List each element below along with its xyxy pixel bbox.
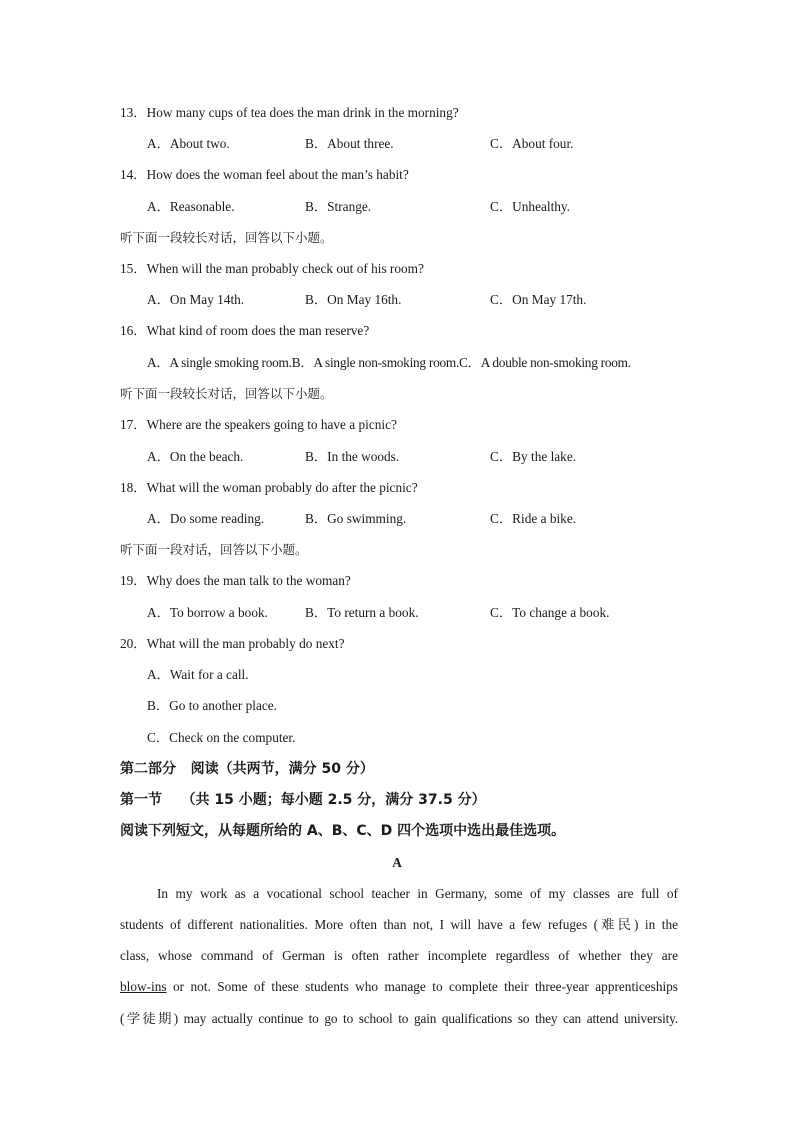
option-a: A．On May 14th.: [147, 292, 245, 307]
question-17: [120, 416, 397, 434]
question-text: What will the woman probably do after the picnic?: [146, 480, 418, 495]
question-13: [120, 104, 459, 122]
options-inline: A．A single smoking room.B．A single non-smoking room.C．A double non-smoking room.: [147, 355, 631, 370]
option-a: A．About two.: [147, 136, 230, 151]
passage-line-4-text: or not. Some of these students who manage to complete their three-year apprenticeships: [166, 979, 678, 994]
question-text: What kind of room does the man reserve?: [146, 323, 370, 338]
question-number: 16．: [120, 323, 147, 338]
instruction-long-dialogue: 听下面一段较长对话，回答以下小题。: [120, 386, 333, 401]
passage-line-4: [120, 978, 678, 996]
question-14: [120, 166, 409, 184]
underlined-word: blow-ins: [120, 979, 167, 994]
option-c: C．About four.: [490, 136, 574, 151]
question-text: How many cups of tea does the man drink in the morning?: [146, 105, 459, 120]
option-a: A．Do some reading.: [147, 511, 265, 526]
question-text: Why does the man talk to the woman?: [146, 573, 351, 588]
question-16: [120, 322, 369, 340]
instruction-long-dialogue: 听下面一段较长对话，回答以下小题。: [120, 230, 333, 245]
option-b: B．To return a book.: [305, 605, 419, 620]
option-b: B．Go swimming.: [305, 511, 407, 526]
option-b: B．In the woods.: [305, 449, 400, 464]
option-c: C．Unhealthy.: [490, 199, 571, 214]
option-c: C．Check on the computer.: [147, 730, 296, 745]
passage-line-3: class, whose command of German is often rather incomplete regardless of whether they are: [120, 948, 678, 963]
question-text: Where are the speakers going to have a picnic?: [146, 417, 397, 432]
question-15: [120, 260, 424, 278]
part2-heading: 第二部分 阅读（共两节，满分 50 分）: [120, 761, 374, 777]
question-20: [120, 635, 345, 653]
option-b: B．About three.: [305, 136, 394, 151]
option-c: C．Ride a bike.: [490, 511, 577, 526]
option-c: C．To change a book.: [490, 605, 610, 620]
option-b: B．Strange.: [305, 199, 372, 214]
option-c: C．By the lake.: [490, 449, 577, 464]
question-text: What will the man probably do next?: [146, 636, 345, 651]
question-number: 15．: [120, 261, 147, 276]
option-b: B．On May 16th.: [305, 292, 402, 307]
option-a: A．Wait for a call.: [147, 667, 249, 682]
passage-label: A: [392, 855, 402, 870]
question-number: 17．: [120, 417, 147, 432]
passage-line-5: (学徒期) may actually continue to go to school to gain qualifications so they can attend university.: [120, 1011, 678, 1026]
reading-directions: 阅读下列短文，从每题所给的 A、B、C、D 四个选项中选出最佳选项。: [120, 823, 566, 839]
option-c: C．On May 17th.: [490, 292, 587, 307]
question-number: 14．: [120, 167, 147, 182]
option-b: B．Go to another place.: [147, 698, 277, 713]
instruction-dialogue: 听下面一段对话，回答以下小题。: [120, 542, 308, 557]
option-a: A．Reasonable.: [147, 199, 235, 214]
question-number: 18．: [120, 480, 147, 495]
question-18: [120, 479, 418, 497]
question-text: When will the man probably check out of his room?: [146, 261, 424, 276]
question-text: How does the woman feel about the man’s habit?: [146, 167, 409, 182]
question-number: 13．: [120, 105, 147, 120]
question-19: [120, 572, 351, 590]
option-a: A．On the beach.: [147, 449, 244, 464]
question-number: 19．: [120, 573, 147, 588]
passage-line-1: In my work as a vocational school teacher in Germany, some of my classes are full of: [157, 886, 678, 901]
section1-heading: 第一节 （共 15 小题；每小题 2.5 分，满分 37.5 分）: [120, 792, 486, 808]
option-a: A．To borrow a book.: [147, 605, 268, 620]
passage-line-2: students of different nationalities. More often than not, I will have a few refuges (难民) in the: [120, 917, 678, 932]
question-number: 20．: [120, 636, 147, 651]
